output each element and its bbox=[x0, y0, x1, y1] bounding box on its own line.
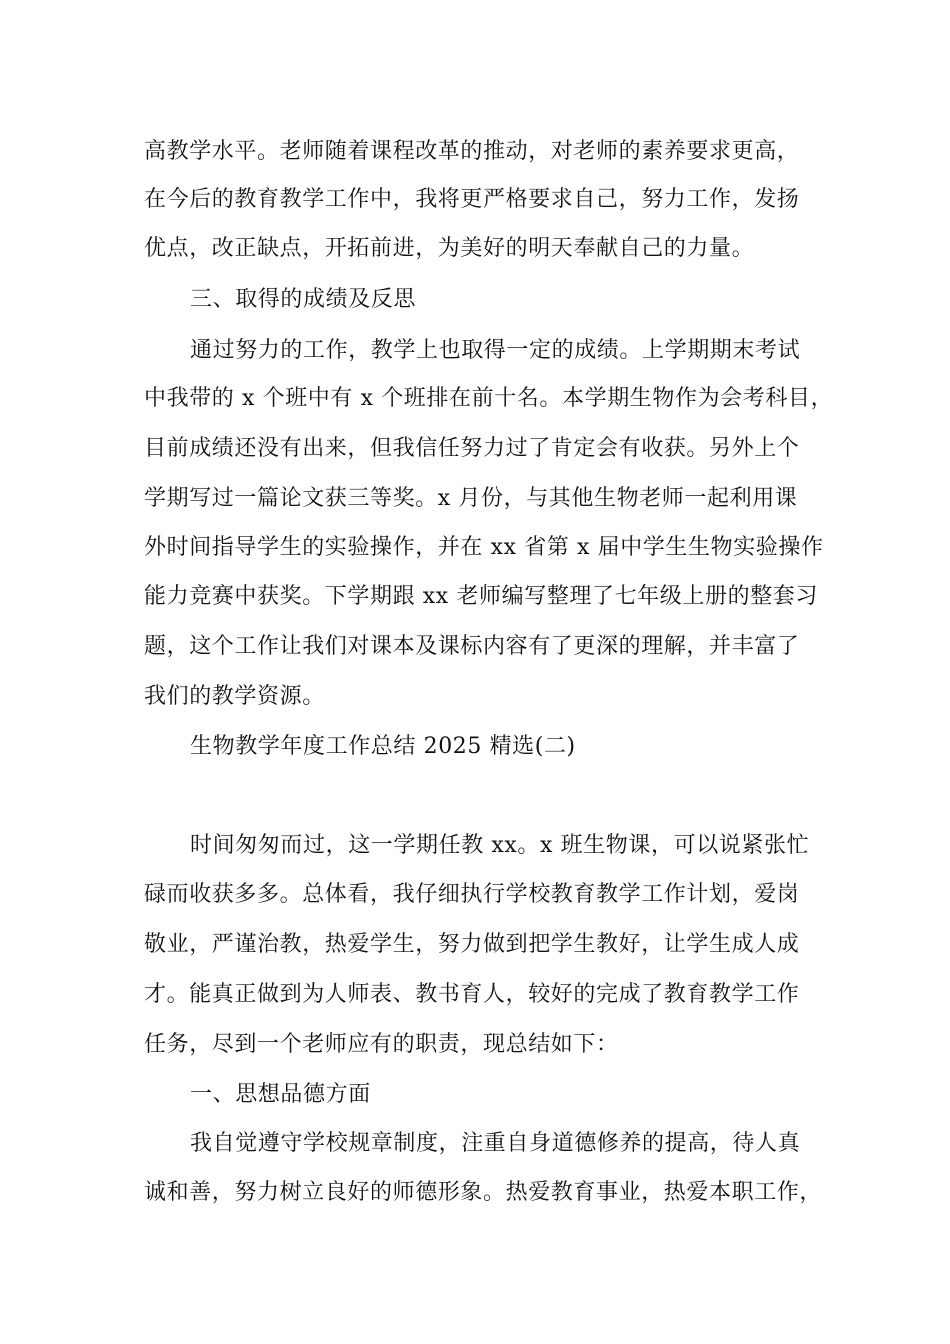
paragraph-line: 能力竞赛中获奖。下学期跟 xx 老师编写整理了七年级上册的整套习 bbox=[144, 584, 819, 609]
paragraph-line: 敬业，严谨治教，热爱学生，努力做到把学生教好，让学生成人成 bbox=[144, 932, 800, 957]
paragraph-line: 高教学水平。老师随着课程改革的推动，对老师的素养要求更高， bbox=[144, 139, 800, 164]
paragraph-line: 诚和善，努力树立良好的师德形象。热爱教育事业，热爱本职工作， bbox=[144, 1180, 823, 1205]
paragraph-line: 我们的教学资源。 bbox=[144, 684, 325, 709]
paragraph-line: 通过努力的工作，教学上也取得一定的成绩。上学期期末考试 bbox=[190, 338, 801, 363]
paragraph-line: 优点，改正缺点，开拓前进，为美好的明天奉献自己的力量。 bbox=[144, 236, 755, 261]
document-subtitle: 生物教学年度工作总结 2025 精选(二) bbox=[190, 734, 576, 759]
paragraph-line: 中我带的 x 个班中有 x 个班排在前十名。本学期生物作为会考科目， bbox=[144, 386, 834, 411]
paragraph-line: 碌而收获多多。总体看，我仔细执行学校教育教学工作计划，爱岗 bbox=[144, 882, 800, 907]
paragraph-line: 外时间指导学生的实验操作，并在 xx 省第 x 届中学生生物实验操作 bbox=[144, 535, 824, 560]
paragraph-line: 目前成绩还没有出来，但我信任努力过了肯定会有收获。另外上个 bbox=[144, 436, 800, 461]
paragraph-line: 时间匆匆而过，这一学期任教 xx。x 班生物课，可以说紧张忙 bbox=[190, 833, 810, 858]
paragraph-line: 任务，尽到一个老师应有的职责，现总结如下： bbox=[144, 1032, 619, 1057]
paragraph-line: 我自觉遵守学校规章制度，注重自身道德修养的提高，待人真 bbox=[190, 1131, 801, 1156]
paragraph-line: 在今后的教育教学工作中，我将更严格要求自己，努力工作，发扬 bbox=[144, 187, 800, 212]
section-heading: 三、取得的成绩及反思 bbox=[190, 287, 417, 312]
paragraph-line: 学期写过一篇论文获三等奖。x 月份，与其他生物老师一起利用课 bbox=[144, 486, 798, 511]
section-heading: 一、思想品德方面 bbox=[190, 1082, 371, 1107]
paragraph-line: 题，这个工作让我们对课本及课标内容有了更深的理解，并丰富了 bbox=[144, 634, 800, 659]
paragraph-line: 才。能真正做到为人师表、教书育人，较好的完成了教育教学工作 bbox=[144, 982, 800, 1007]
